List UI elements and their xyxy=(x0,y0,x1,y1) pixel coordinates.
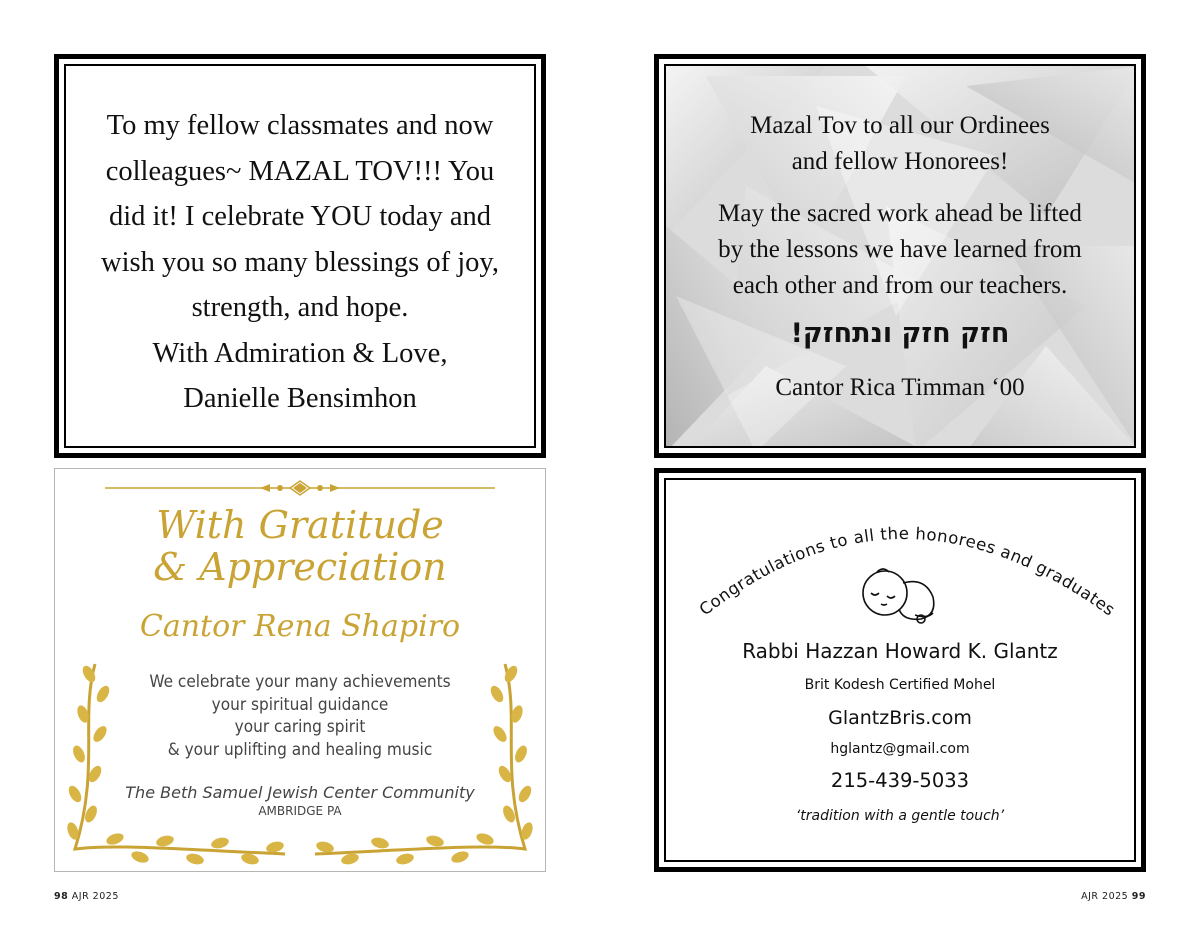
card-message xyxy=(55,671,545,761)
certification: Brit Kodesh Certified Mohel xyxy=(804,677,996,693)
svg-text:Congratulations to all the hon xyxy=(696,524,1119,620)
card-message xyxy=(666,108,1134,406)
greeting-line: and fellow Honorees! xyxy=(791,148,1009,175)
hebrew-blessing: חזק חזק ונתחזק! xyxy=(790,318,1010,349)
ad-card-timman xyxy=(654,54,1146,458)
publication-label: AJR 2025 xyxy=(1081,891,1129,902)
signature: Danielle Bensimhon xyxy=(183,383,417,414)
folio-left xyxy=(54,891,119,902)
sleeping-baby-icon xyxy=(863,569,934,623)
greeting-line: Mazal Tov to all our Ordinees xyxy=(750,112,1050,139)
tagline: ‘tradition with a gentle touch’ xyxy=(795,808,1005,824)
ad-card-glantz xyxy=(654,468,1146,872)
card-inner-border xyxy=(664,64,1136,448)
message-line: wish you so many blessings of joy, xyxy=(101,246,499,278)
message-line: did it! I celebrate YOU today and xyxy=(109,201,491,232)
signature: Cantor Rica Timman ‘00 xyxy=(775,374,1025,401)
card-message xyxy=(73,103,527,422)
message-line: colleagues~ MAZAL TOV!!! You xyxy=(105,155,495,187)
page-number: 99 xyxy=(1131,891,1146,902)
message-line: your spiritual guidance xyxy=(211,694,389,714)
website: GlantzBris.com xyxy=(828,707,972,729)
folio-right xyxy=(1081,891,1146,902)
publication-label: AJR 2025 xyxy=(71,891,119,902)
page-number: 98 xyxy=(54,891,69,902)
honoree-name: Cantor Rena Shapiro xyxy=(139,609,461,644)
title-line: With Gratitude xyxy=(156,503,444,547)
organization-location: AMBRIDGE PA xyxy=(258,804,342,818)
message-line: & your uplifting and healing music xyxy=(167,739,433,759)
ad-card-shapiro xyxy=(54,468,546,872)
title-line: & Appreciation xyxy=(153,545,447,589)
message-line: strength, and hope. xyxy=(191,292,409,323)
organization-name: The Beth Samuel Jewish Center Community xyxy=(125,783,475,802)
ad-card-bensimhon xyxy=(54,54,546,458)
message-line: To my fellow classmates and now xyxy=(106,110,494,141)
arc-heading: Congratulations to all the honorees and graduates xyxy=(695,523,1119,620)
closing-line: With Admiration & Love, xyxy=(152,337,448,369)
mohel-name: Rabbi Hazzan Howard K. Glantz xyxy=(742,639,1058,663)
message-line: your caring spirit xyxy=(234,717,366,736)
email: hglantz@gmail.com xyxy=(830,741,970,757)
message-line: each other and from our teachers. xyxy=(732,272,1068,299)
message-line: We celebrate your many achievements xyxy=(149,672,451,691)
message-line: by the lessons we have learned from xyxy=(718,236,1082,263)
message-line: May the sacred work ahead be lifted xyxy=(718,200,1082,227)
phone-number: 215-439-5033 xyxy=(830,769,970,792)
